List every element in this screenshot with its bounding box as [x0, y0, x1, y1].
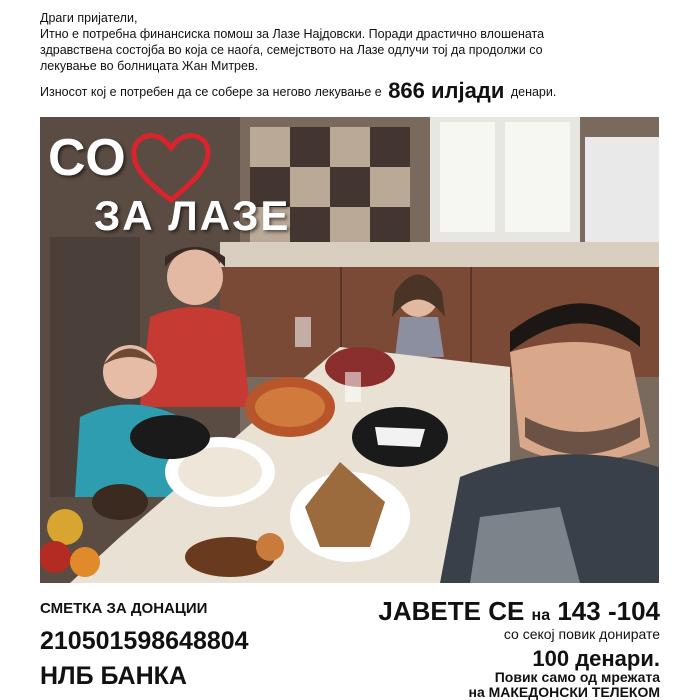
- intro-line-3: здравствена состојба во која се наоѓа, семејството на Лазе одлучи тој да продолжи со: [40, 43, 543, 57]
- call-info: [378, 596, 660, 700]
- amount-value: 866 илјади: [388, 78, 505, 103]
- call-to-action: [378, 596, 660, 627]
- intro-text: [40, 10, 665, 74]
- donation-account-label: СМЕТКА ЗА ДОНАЦИИ: [40, 600, 208, 617]
- call-number: 143 -104: [557, 596, 660, 626]
- call-line-2: Повик само од мрежата: [494, 669, 660, 685]
- call-price: 100 денари.: [532, 646, 660, 671]
- call-line-3: на МАКЕДОНСКИ ТЕЛЕКОМ: [468, 684, 660, 700]
- donation-account-number: 210501598648804: [40, 627, 249, 655]
- call-na: на: [531, 607, 551, 624]
- donation-info: [40, 600, 249, 691]
- intro-line-2: Итно е потребна финансиска помош за Лазе Најдовски. Поради драстично влошената: [40, 27, 545, 41]
- call-javete: ЈАВЕТЕ СЕ: [378, 596, 525, 626]
- amount-suffix: денари.: [510, 85, 557, 99]
- call-line-1: со секој повик донирате: [503, 626, 660, 642]
- logo-co: СО: [48, 129, 127, 187]
- bank-name: НЛБ БАНКА: [40, 662, 187, 690]
- intro-line-4: лекување во болницата Жан Митрев.: [40, 59, 259, 73]
- amount-prefix: Износот кој е потребен да се собере за негово лекување е: [40, 85, 382, 99]
- logo-za-laze: ЗА ЛАЗЕ: [94, 192, 291, 239]
- amount-line: [40, 80, 670, 103]
- greeting: Драги пријатели,: [40, 11, 138, 25]
